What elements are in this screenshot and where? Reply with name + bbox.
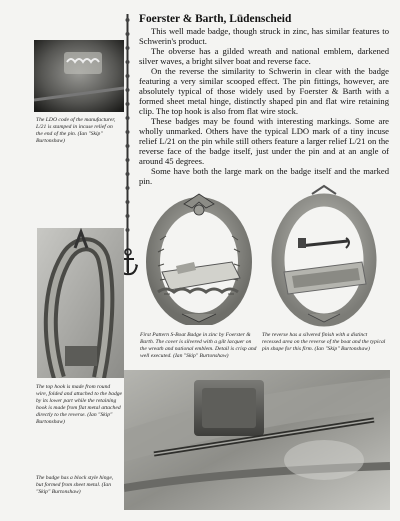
pin-marking-photo [34, 40, 124, 112]
body-paragraph: These badges may be found with interesting markings. Some are wholly unmarked. Others have the typical LDO mark of a tiny incuse relief L/21 on the pin while still others feature a larger relief L/21 on the reverse face of the badge itself, just under the pin and at an angle of around 45 degrees. [139, 116, 389, 166]
badge-reverse-photo [262, 182, 386, 327]
caption-reverse: The reverse has a silvered finish with a distinct recessed area on the reverse of the boat and the typical pin shape for this firm. (Ian "Skip" Burtonshaw) [262, 332, 386, 352]
body-paragraph: On the reverse the similarity to Schwerin in clear with the badge featuring a very similar scooped effect. The pin fittings, however, are absolutely typical of those widely used by Foerster & Barth with a formed sheet metal hinge, distinctly shaped pin and flat wire retaining clip. The top hook is also from flat wire stock. [139, 66, 389, 116]
caption-top-hook: The top hook is made from round wire, folded and attached to the badge by its lower part while the retaining hook is made from flat metal attached directly to the reverse. (Ian "Skip" Burtonshaw) [36, 384, 123, 425]
caption-ldo-code: The LDO code of the manufacturer, L/21 is stamped in incuse relief on the end of the pin. (Ian "Skip" Burtonshaw) [36, 117, 116, 144]
article-heading: Foerster & Barth, Lüdenscheid [139, 13, 292, 25]
caption-block-hinge: The badge has a block style hinge, but formed from sheet metal. (Ian "Skip" Burtonshaw) [36, 475, 114, 495]
hinge-closeup-photo [124, 370, 390, 510]
body-paragraph: This well made badge, though struck in zinc, has similar features to Schwerin's product. [139, 26, 389, 46]
top-hook-photo [37, 228, 124, 378]
caption-obverse: First Pattern S-Boat Badge in zinc by Foerster & Barth. The cover is silvered with a gilt lacquer on the wreath and national emblem. Detail is crisp and well executed. (Ian "Skip" Burtonshaw) [140, 332, 257, 359]
decorative-spine [123, 14, 132, 272]
body-paragraph: The obverse has a gilded wreath and national emblem, darkened silver waves, a bright silver boat and reverse face. [139, 46, 389, 66]
badge-obverse-photo [140, 190, 258, 325]
article-body [139, 26, 389, 186]
body-paragraph: Some have both the large mark on the badge itself and the marked pin. [139, 166, 389, 186]
